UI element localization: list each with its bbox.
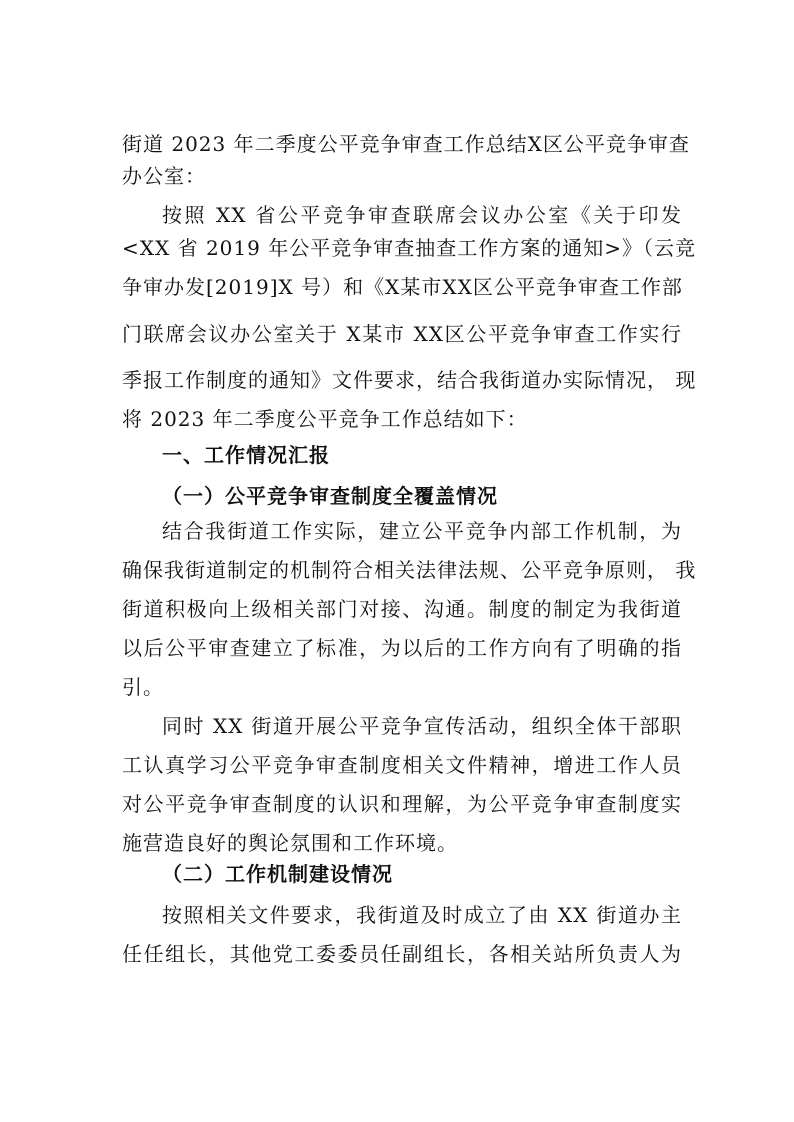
- addressee-line: 办公室：: [122, 164, 206, 188]
- paragraph-line: 结合我街道工作实际，建立公平竞争内部工作机制，为: [162, 519, 682, 543]
- section-heading: 一、工作情况汇报: [162, 443, 330, 467]
- paragraph-line: <XX 省 2019 年公平竞争审查抽查工作方案的通知>》（云竞: [122, 236, 696, 260]
- document-title-line: 街道 2023 年二季度公平竞争审查工作总结X区公平竞争审查: [122, 132, 690, 156]
- paragraph-line: 同时 XX 街道开展公平竞争宣传活动，组织全体干部职: [162, 714, 682, 738]
- paragraph-line: 对公平竞争审查制度的认识和理解，为公平竞争审查制度实: [122, 792, 682, 816]
- paragraph-line: 将 2023 年二季度公平竞争工作总结如下：: [122, 407, 528, 431]
- paragraph-line: 确保我街道制定的机制符合相关法律法规、公平竞争原则， 我: [122, 558, 697, 582]
- paragraph-line: 门联席会议办公室关于 X某市 XX区公平竞争审查工作实行: [122, 322, 682, 346]
- paragraph-line: 季报工作制度的通知》文件要求，结合我街道办实际情况， 现: [122, 368, 697, 392]
- paragraph-line: 按照相关文件要求，我街道及时成立了由 XX 街道办主: [162, 903, 682, 927]
- paragraph-line: 街道积极向上级相关部门对接、沟通。制度的制定为我街道: [122, 597, 682, 621]
- paragraph-line: 引。: [122, 675, 164, 699]
- subsection-heading: （一）公平竞争审查制度全覆盖情况: [162, 484, 498, 508]
- subsection-heading: （二）工作机制建设情况: [162, 862, 393, 886]
- paragraph-line: 以后公平审查建立了标准，为以后的工作方向有了明确的指: [122, 636, 682, 660]
- paragraph-line: 任任组长，其他党工委委员任副组长，各相关站所负责人为: [122, 942, 682, 966]
- paragraph-line: 争审办发[2019]X 号）和《X某市XX区公平竞争审查工作部: [122, 275, 683, 299]
- paragraph-line: 工认真学习公平竞争审查制度相关文件精神，增进工作人员: [122, 753, 682, 777]
- paragraph-line: 施营造良好的舆论氛围和工作环境。: [122, 831, 458, 855]
- paragraph-line: 按照 XX 省公平竞争审查联席会议办公室《关于印发: [162, 203, 682, 227]
